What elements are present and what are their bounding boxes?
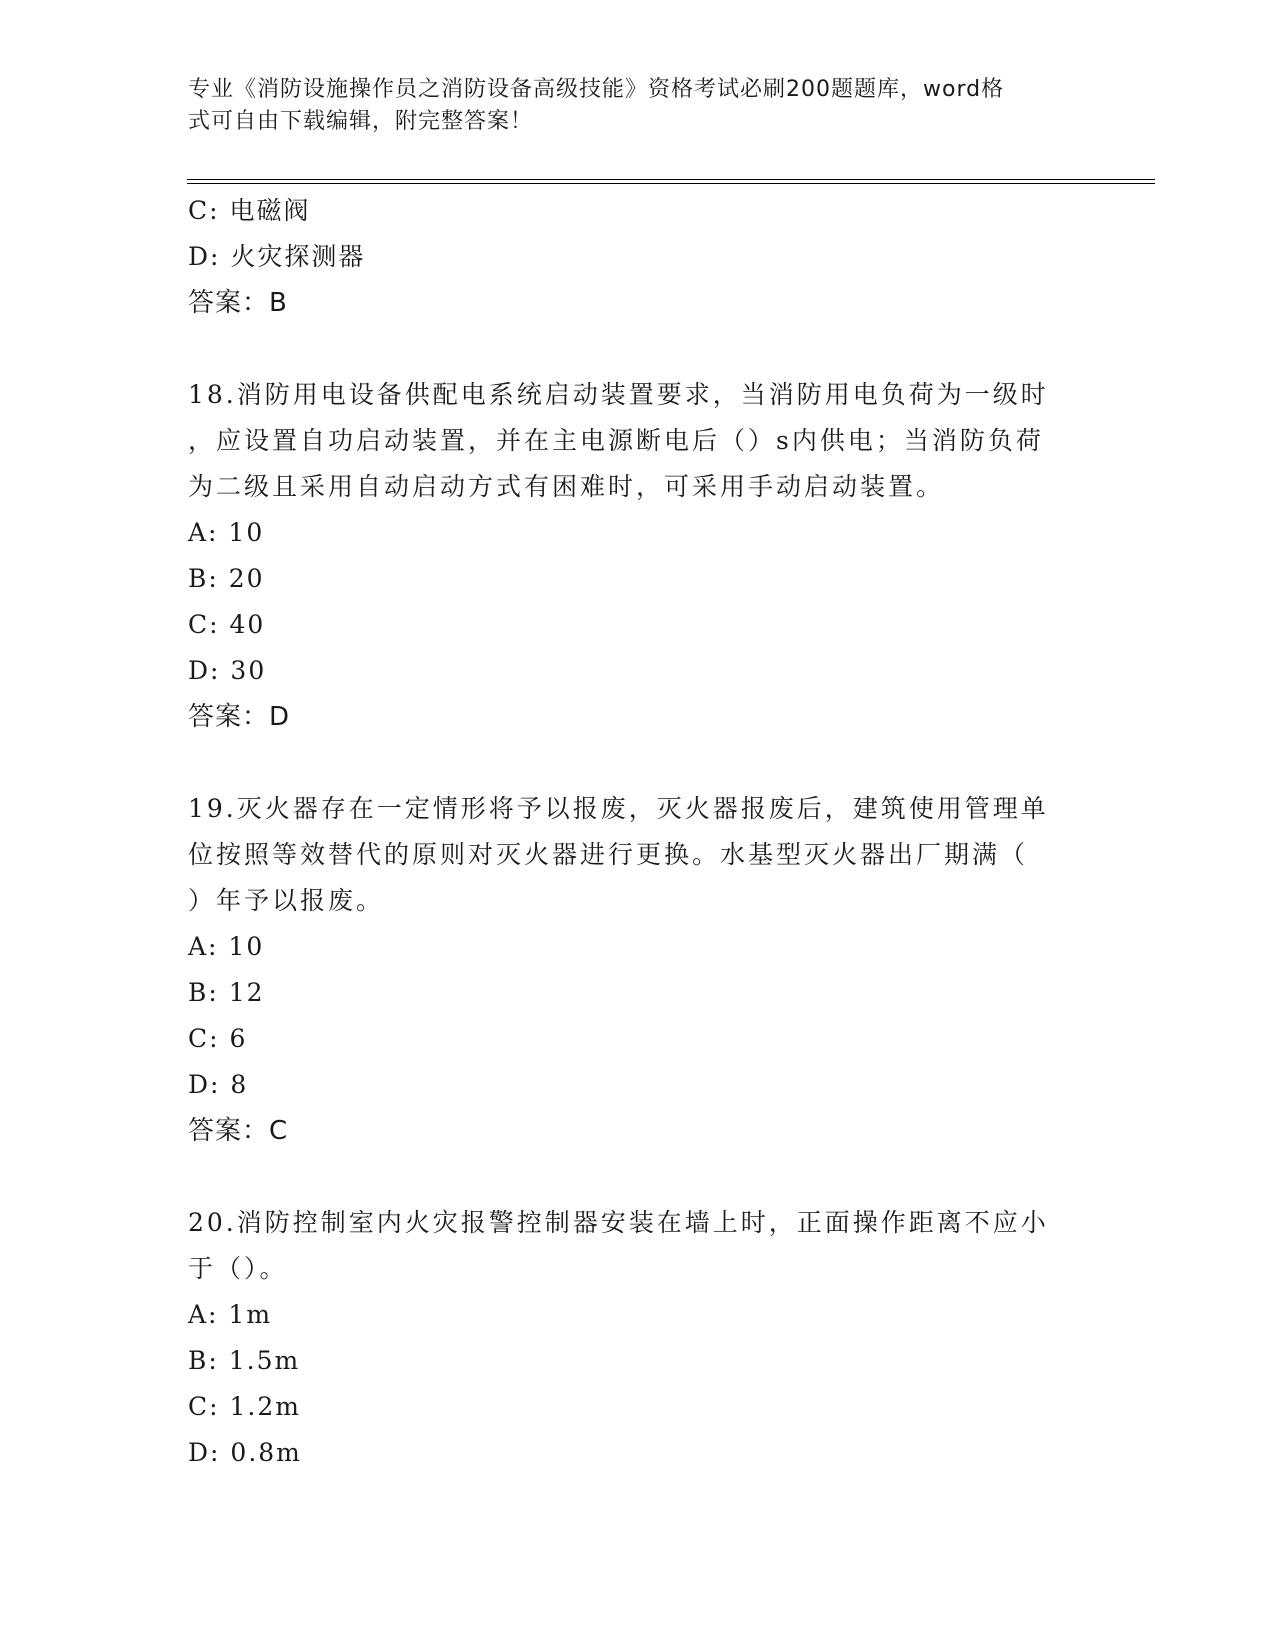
option-c: C: 6	[188, 1024, 248, 1053]
question-text-line: 位按照等效替代的原则对灭火器进行更换。水基型灭火器出厂期满（	[188, 840, 1029, 869]
question-text-line: 为二级且采用自动启动方式有困难时，可采用手动启动装置。	[188, 472, 945, 501]
option-a: A: 10	[188, 932, 265, 961]
option-a: A: 10	[188, 518, 265, 547]
question-list	[188, 188, 1088, 1476]
document-header	[188, 74, 1078, 138]
question-text-line: 19.灭火器存在一定情形将予以报废，灭火器报废后，建筑使用管理单	[188, 794, 1049, 823]
option-c: C: 40	[188, 610, 266, 639]
answer-line: 答案：D	[188, 702, 291, 732]
option-b: B: 1.5m	[188, 1346, 301, 1375]
header-rule-bottom	[187, 183, 1155, 184]
question-20	[188, 1200, 1088, 1476]
question-text-line: 20.消防控制室内火灾报警控制器安装在墙上时，正面操作距离不应小	[188, 1208, 1049, 1237]
option-c: C: 电磁阀	[188, 196, 311, 225]
option-d: D: 8	[188, 1070, 249, 1099]
option-b: B: 20	[188, 564, 265, 593]
header-line-2: 式可自由下载编辑，附完整答案！	[188, 109, 534, 134]
question-text-line: ，应设置自功启动装置，并在主电源断电后（）s内供电；当消防负荷	[188, 426, 1044, 455]
header-rule-top	[187, 179, 1155, 180]
question-18	[188, 372, 1088, 740]
question-19	[188, 786, 1088, 1154]
question-text-line: 18.消防用电设备供配电系统启动装置要求，当消防用电负荷为一级时	[188, 380, 1049, 409]
option-d: D: 30	[188, 656, 267, 685]
header-line-1: 专业《消防设施操作员之消防设备高级技能》资格考试必刷200题题库，word格	[188, 77, 1005, 102]
option-d: D: 0.8m	[188, 1438, 302, 1467]
option-d: D: 火灾探测器	[188, 242, 366, 271]
question-text-line: 于（）。	[188, 1254, 288, 1283]
option-c: C: 1.2m	[188, 1392, 301, 1421]
option-a: A: 1m	[188, 1300, 273, 1329]
answer-line: 答案：B	[188, 288, 288, 318]
option-b: B: 12	[188, 978, 265, 1007]
answer-line: 答案：C	[188, 1116, 289, 1146]
question-text-line: ）年予以报废。	[188, 886, 385, 915]
previous-question-tail	[188, 188, 1088, 326]
